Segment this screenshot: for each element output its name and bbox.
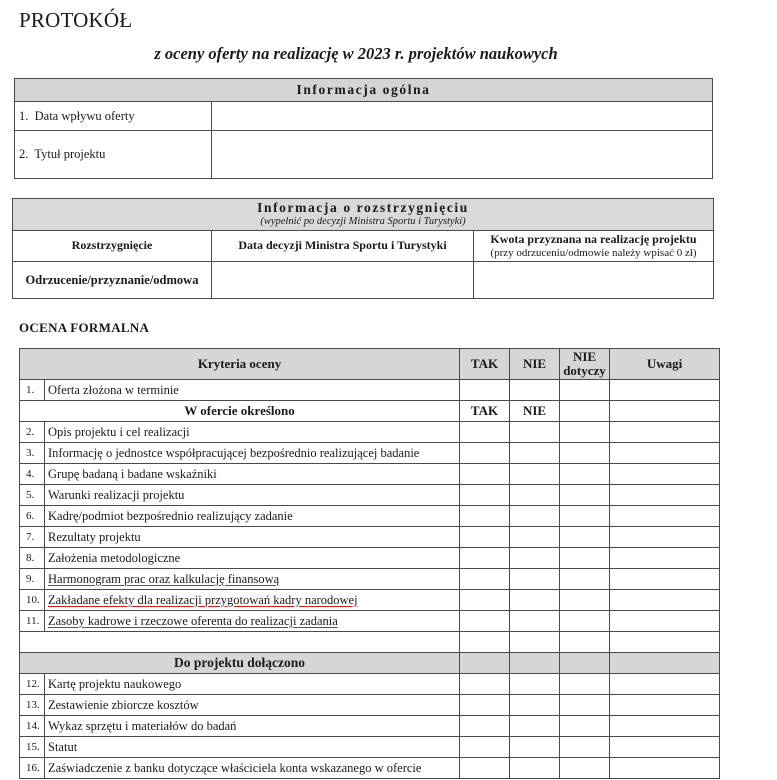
criterion-text: Statut [45,737,460,758]
yes-cell[interactable] [460,695,510,716]
criterion-text: Zakładane efekty dla realizacji przygotowań kadry narodowej [45,590,460,611]
row-number: 12. [20,674,45,695]
not-applicable-cell[interactable] [560,422,610,443]
criterion-text: Kartę projektu naukowego [45,674,460,695]
row-number: 1. [20,380,45,401]
remarks-cell[interactable] [610,506,720,527]
table-row [20,674,720,695]
criterion-text: Zestawienie zbiorcze kosztów [45,695,460,716]
table-row [20,737,720,758]
empty-cell [20,632,460,653]
decision-value[interactable]: Odrzucenie/przyznanie/odmowa [13,262,212,299]
decision-date-field[interactable] [212,262,474,299]
not-applicable-cell[interactable] [560,380,610,401]
criterion-text: Zaświadczenie z banku dotyczące właściciela konta wskazanego w ofercie [45,758,460,779]
yes-cell[interactable] [460,674,510,695]
remarks-header: Uwagi [610,349,720,380]
amount-column-label: Kwota przyznana na realizację projektu [490,231,697,246]
group-cell [560,653,610,674]
group-title: Do projektu dołączono [20,653,460,674]
decision-date-column-header: Data decyzji Ministra Sportu i Turystyki [212,231,474,262]
remarks-cell[interactable] [610,422,720,443]
not-applicable-cell[interactable] [560,611,610,632]
group-header-row [20,401,720,422]
general-info-table [14,78,713,179]
general-info-label [15,131,212,179]
yes-cell[interactable] [460,548,510,569]
remarks-cell[interactable] [610,548,720,569]
group-yes-label: TAK [460,401,510,422]
yes-cell[interactable] [460,443,510,464]
table-row [20,485,720,506]
row-number: 13. [20,695,45,716]
group-header-row [20,653,720,674]
yes-header: TAK [460,349,510,380]
not-applicable-cell[interactable] [560,506,610,527]
row-number: 1. [19,108,29,123]
no-cell[interactable] [510,527,560,548]
remarks-cell[interactable] [610,695,720,716]
not-applicable-cell[interactable] [560,758,610,779]
remarks-cell[interactable] [610,464,720,485]
group-cell [460,653,510,674]
table-row [20,464,720,485]
yes-cell[interactable] [460,485,510,506]
row-label: Tytuł projektu [34,147,106,161]
remarks-cell [610,401,720,422]
remarks-cell[interactable] [610,674,720,695]
no-cell[interactable] [510,716,560,737]
row-number: 6. [20,506,45,527]
row-number: 8. [20,548,45,569]
decision-info-header [13,199,714,231]
yes-cell[interactable] [460,758,510,779]
group-cell [610,653,720,674]
remarks-cell[interactable] [610,716,720,737]
not-applicable-cell[interactable] [560,569,610,590]
decision-column-header: Rozstrzygnięcie [13,231,212,262]
table-row [20,380,720,401]
amount-column-note: (przy odrzuceniu/odmowie należy wpisać 0 zł) [490,246,697,259]
remarks-cell[interactable] [610,443,720,464]
yes-cell[interactable] [460,506,510,527]
not-applicable-cell[interactable] [560,443,610,464]
empty-row [20,632,720,653]
not-applicable-cell[interactable] [560,485,610,506]
row-number: 2. [19,147,29,161]
table-row [20,695,720,716]
no-cell[interactable] [510,737,560,758]
row-number: 14. [20,716,45,737]
table-row [20,506,720,527]
project-title-field[interactable] [212,131,713,179]
row-label: Data wpływu oferty [34,108,135,123]
row-number: 10. [20,590,45,611]
yes-cell[interactable] [460,422,510,443]
decision-info-note: (wypełnić po decyzji Ministra Sportu i Turystyki) [260,216,466,228]
decision-info-title: Informacja o rozstrzygnięciu [257,200,469,216]
row-number: 2. [20,422,45,443]
yes-cell[interactable] [460,380,510,401]
criterion-text: Opis projektu i cel realizacji [45,422,460,443]
formal-assessment-table [19,348,720,779]
yes-cell[interactable] [460,464,510,485]
table-row [20,758,720,779]
row-number: 4. [20,464,45,485]
no-cell[interactable] [510,758,560,779]
row-number: 9. [20,569,45,590]
table-row [20,422,720,443]
remarks-cell[interactable] [610,527,720,548]
row-number: 15. [20,737,45,758]
no-header: NIE [510,349,560,380]
empty-cell [610,632,720,653]
not-applicable-cell[interactable] [560,464,610,485]
table-row [20,443,720,464]
general-info-label [15,102,212,131]
document-title: PROTOKÓŁ [19,8,133,32]
no-cell[interactable] [510,422,560,443]
row-number: 3. [20,443,45,464]
general-info-header: Informacja ogólna [15,79,713,102]
no-cell[interactable] [510,674,560,695]
not-applicable-cell[interactable] [560,737,610,758]
criterion-text: Warunki realizacji projektu [45,485,460,506]
no-cell[interactable] [510,485,560,506]
criteria-header: Kryteria oceny [20,349,460,380]
table-row [20,611,720,632]
not-applicable-cell[interactable] [560,674,610,695]
criterion-text: Założenia metodologiczne [45,548,460,569]
remarks-cell[interactable] [610,380,720,401]
criterion-text: Grupę badaną i badane wskaźniki [45,464,460,485]
remarks-cell[interactable] [610,485,720,506]
not-applicable-cell[interactable] [560,716,610,737]
criterion-text: Harmonogram prac oraz kalkulację finansową [45,569,460,590]
no-cell[interactable] [510,695,560,716]
criterion-text: Kadrę/podmiot bezpośrednio realizujący zadanie [45,506,460,527]
criterion-text: Informację o jednostce współpracującej bezpośrednio realizującej badanie [45,443,460,464]
group-cell [510,653,560,674]
not-applicable-cell[interactable] [560,548,610,569]
group-no-label: NIE [510,401,560,422]
amount-column-header [474,231,714,262]
yes-cell[interactable] [460,527,510,548]
no-cell[interactable] [510,380,560,401]
row-number: 5. [20,485,45,506]
row-number: 11. [20,611,45,632]
no-cell[interactable] [510,464,560,485]
remarks-cell[interactable] [610,737,720,758]
granted-amount-field[interactable] [474,262,714,299]
no-cell[interactable] [510,590,560,611]
remarks-cell[interactable] [610,611,720,632]
not-applicable-cell [560,401,610,422]
remarks-cell[interactable] [610,590,720,611]
yes-cell[interactable] [460,716,510,737]
group-title: W ofercie określono [20,401,460,422]
empty-cell [460,632,510,653]
criterion-text: Wykaz sprzętu i materiałów do badań [45,716,460,737]
no-cell[interactable] [510,611,560,632]
yes-cell[interactable] [460,737,510,758]
yes-cell[interactable] [460,590,510,611]
empty-cell [560,632,610,653]
not-applicable-cell[interactable] [560,590,610,611]
remarks-cell[interactable] [610,758,720,779]
row-number: 16. [20,758,45,779]
not-applicable-header: NIE dotyczy [560,349,610,380]
empty-cell [510,632,560,653]
yes-cell[interactable] [460,569,510,590]
document-subtitle: z oceny oferty na realizację w 2023 r. projektów naukowych [154,44,558,63]
table-row [20,716,720,737]
criterion-text: Zasoby kadrowe i rzeczowe oferenta do realizacji zadania [45,611,460,632]
yes-cell[interactable] [460,611,510,632]
section-title: OCENA FORMALNA [19,320,150,335]
decision-info-table [12,198,714,299]
no-cell[interactable] [510,443,560,464]
criterion-text: Oferta złożona w terminie [45,380,460,401]
submission-date-field[interactable] [212,102,713,131]
no-cell[interactable] [510,506,560,527]
no-cell[interactable] [510,548,560,569]
not-applicable-cell[interactable] [560,695,610,716]
no-cell[interactable] [510,569,560,590]
table-row [20,590,720,611]
not-applicable-cell[interactable] [560,527,610,548]
table-row [20,569,720,590]
row-number: 7. [20,527,45,548]
remarks-cell[interactable] [610,569,720,590]
criterion-text: Rezultaty projektu [45,527,460,548]
table-row [20,548,720,569]
table-row [20,527,720,548]
